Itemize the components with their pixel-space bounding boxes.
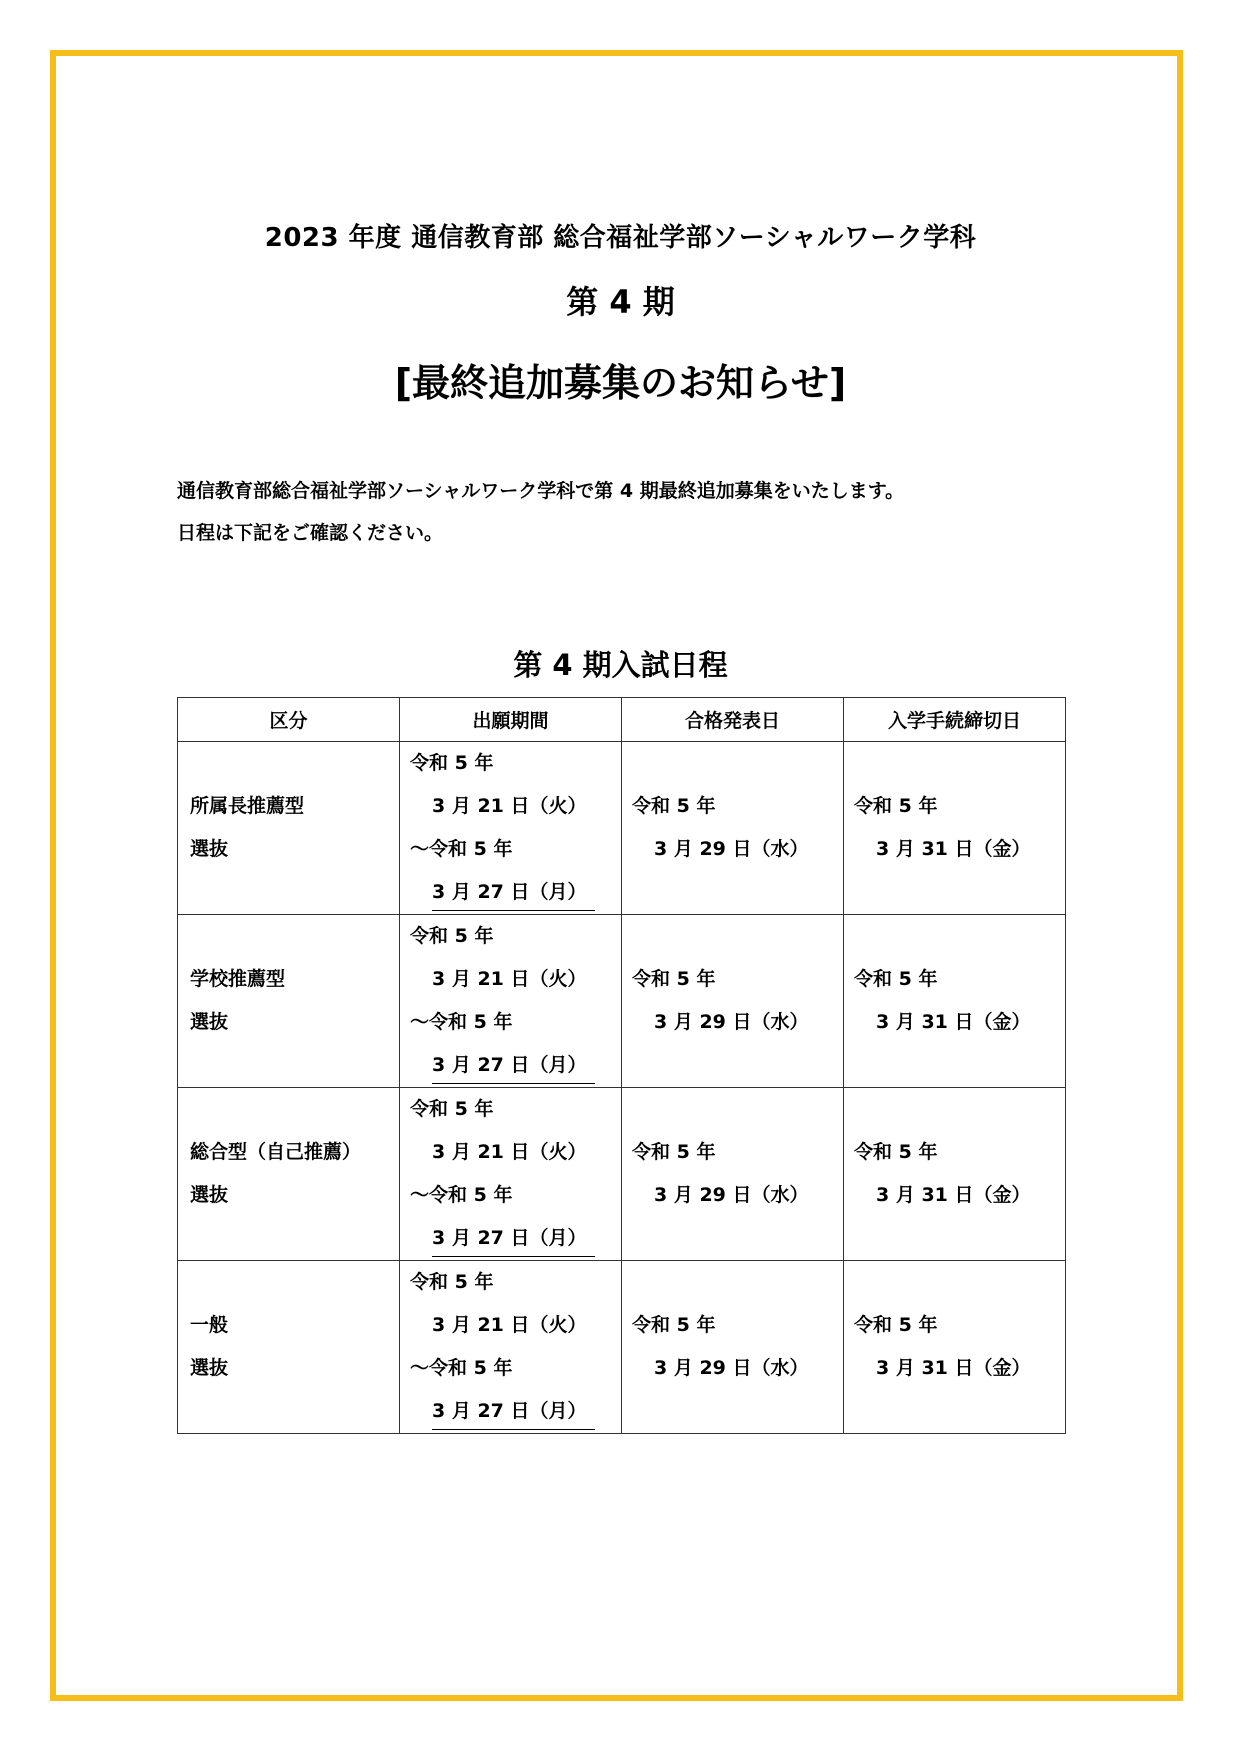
deadline-date-cell	[844, 1088, 1066, 1261]
intro-line-2: 日程は下記をご確認ください。	[177, 522, 444, 544]
period-start-year: 令和 5 年	[410, 1098, 494, 1120]
header-line-year-department: 2023 年度 通信教育部 総合福祉学部ソーシャルワーク学科	[264, 223, 977, 253]
deadline-date: 3 月 31 日（金）	[876, 1357, 1031, 1379]
category-cell	[178, 1261, 400, 1434]
period-end-date: 3 月 27 日（月）	[432, 1393, 595, 1430]
intro-paragraph	[177, 470, 1077, 554]
deadline-year: 令和 5 年	[854, 1314, 938, 1336]
deadline-year: 令和 5 年	[854, 1141, 938, 1163]
column-header-category: 区分	[178, 698, 400, 742]
period-start-year: 令和 5 年	[410, 752, 494, 774]
deadline-date: 3 月 31 日（金）	[876, 1011, 1031, 1033]
announcement-year: 令和 5 年	[632, 795, 716, 817]
category-suffix: 選抜	[190, 1357, 229, 1379]
announcement-date-cell	[622, 915, 844, 1088]
period-end-year: ～令和 5 年	[410, 838, 513, 860]
announcement-date-cell	[622, 742, 844, 915]
category-suffix: 選抜	[190, 1011, 229, 1033]
table-row	[178, 1088, 1066, 1261]
category-name: 一般	[190, 1314, 229, 1336]
schedule-table	[177, 697, 1066, 1434]
column-header-announcement-date: 合格発表日	[622, 698, 844, 742]
application-period-cell	[400, 1261, 622, 1434]
column-header-enrollment-deadline: 入学手続締切日	[844, 698, 1066, 742]
period-start-year: 令和 5 年	[410, 925, 494, 947]
period-end-date: 3 月 27 日（月）	[432, 1220, 595, 1257]
announcement-date-cell	[622, 1261, 844, 1434]
announcement-date: 3 月 29 日（水）	[654, 1011, 809, 1033]
deadline-year: 令和 5 年	[854, 968, 938, 990]
period-end-year: ～令和 5 年	[410, 1011, 513, 1033]
deadline-year: 令和 5 年	[854, 795, 938, 817]
announcement-date: 3 月 29 日（水）	[654, 838, 809, 860]
period-start-date: 3 月 21 日（火）	[432, 1314, 587, 1336]
announcement-year: 令和 5 年	[632, 1314, 716, 1336]
application-period-cell	[400, 1088, 622, 1261]
header-line-term: 第 4 期	[566, 283, 675, 321]
page-title: [最終追加募集のお知らせ]	[394, 361, 847, 405]
period-start-date: 3 月 21 日（火）	[432, 795, 587, 817]
application-period-cell	[400, 915, 622, 1088]
table-row	[178, 915, 1066, 1088]
announcement-year: 令和 5 年	[632, 1141, 716, 1163]
deadline-date: 3 月 31 日（金）	[876, 838, 1031, 860]
table-row	[178, 742, 1066, 915]
period-start-date: 3 月 21 日（火）	[432, 968, 587, 990]
category-name: 総合型（自己推薦）	[190, 1141, 362, 1163]
period-start-date: 3 月 21 日（火）	[432, 1141, 587, 1163]
column-header-application-period: 出願期間	[400, 698, 622, 742]
announcement-date: 3 月 29 日（水）	[654, 1357, 809, 1379]
table-row	[178, 1261, 1066, 1434]
category-name: 学校推薦型	[190, 968, 286, 990]
period-start-year: 令和 5 年	[410, 1271, 494, 1293]
category-cell	[178, 915, 400, 1088]
application-period-cell	[400, 742, 622, 915]
deadline-date-cell	[844, 915, 1066, 1088]
category-name: 所属長推薦型	[190, 795, 305, 817]
table-header-row	[178, 698, 1066, 742]
category-suffix: 選抜	[190, 838, 229, 860]
announcement-year: 令和 5 年	[632, 968, 716, 990]
category-cell	[178, 742, 400, 915]
deadline-date-cell	[844, 742, 1066, 915]
schedule-title: 第 4 期入試日程	[513, 648, 728, 682]
period-end-year: ～令和 5 年	[410, 1357, 513, 1379]
announcement-date: 3 月 29 日（水）	[654, 1184, 809, 1206]
category-cell	[178, 1088, 400, 1261]
period-end-date: 3 月 27 日（月）	[432, 874, 595, 911]
period-end-date: 3 月 27 日（月）	[432, 1047, 595, 1084]
period-end-year: ～令和 5 年	[410, 1184, 513, 1206]
deadline-date-cell	[844, 1261, 1066, 1434]
announcement-date-cell	[622, 1088, 844, 1261]
intro-line-1: 通信教育部総合福祉学部ソーシャルワーク学科で第 4 期最終追加募集をいたします。	[177, 480, 905, 502]
deadline-date: 3 月 31 日（金）	[876, 1184, 1031, 1206]
category-suffix: 選抜	[190, 1184, 229, 1206]
